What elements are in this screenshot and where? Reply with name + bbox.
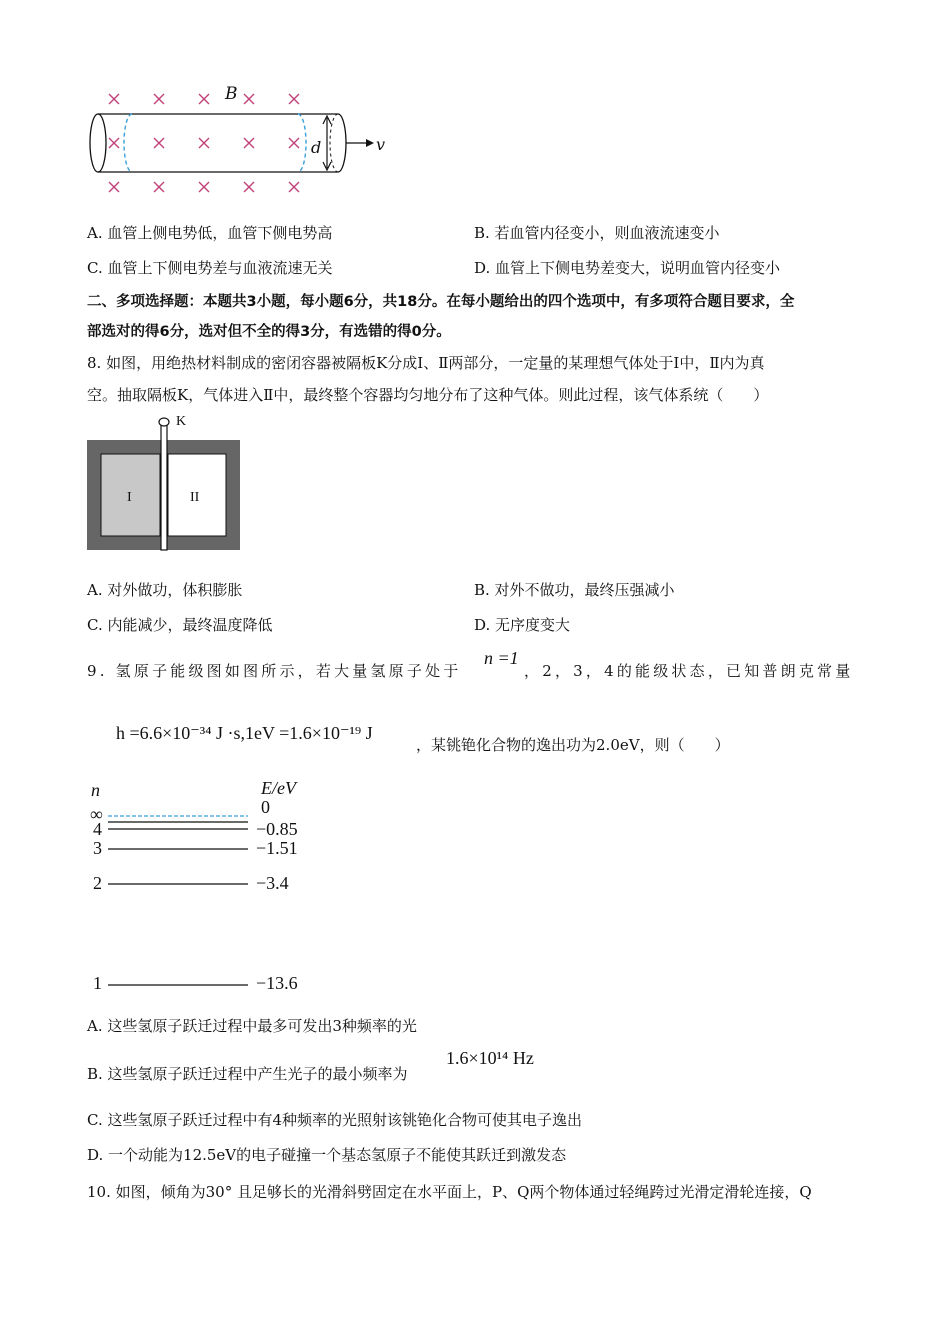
level-n-3: 3 — [93, 838, 102, 858]
field-cross — [289, 138, 299, 148]
q9-option-a: A. 这些氢原子跃迁过程中最多可发出3种频率的光 — [87, 1017, 417, 1035]
energy-level-diagram — [108, 810, 253, 990]
q9-stem-b: ，2，3，4的能级状态，已知普朗克常量 — [524, 662, 854, 680]
cross-section-left — [124, 114, 132, 172]
level-E-inf: 0 — [261, 797, 270, 817]
label-v: v — [376, 135, 386, 154]
q8-option-b: B. 对外不做功，最终压强减小 — [474, 581, 675, 599]
level-n-1: 1 — [93, 973, 102, 993]
q9-n-formula: n =1 — [484, 648, 519, 668]
level-n-2: 2 — [93, 873, 102, 893]
q9-option-b-formula: 1.6×10¹⁴ Hz — [446, 1048, 534, 1068]
q9-option-d: D. 一个动能为12.5eV的电子碰撞一个基态氢原子不能使其跃迁到激发态 — [87, 1146, 567, 1164]
field-cross — [109, 182, 119, 192]
q7-option-b: B. 若血管内径变小，则血液流速变小 — [474, 224, 720, 242]
field-cross — [199, 94, 209, 104]
blood-vessel-figure — [80, 80, 410, 205]
field-cross — [154, 138, 164, 148]
label-II: II — [190, 490, 200, 505]
q7-option-c: C. 血管上下侧电势差与血液流速无关 — [87, 259, 333, 277]
diagram-E-label — [261, 778, 296, 799]
q9-option-c: C. 这些氢原子跃迁过程中有4种频率的光照射该铫铯化合物可使其电子逸出 — [87, 1111, 583, 1129]
vessel-right-end — [338, 114, 346, 172]
q9-stem-c: ，某铫铯化合物的逸出功为2.0eV，则（ ） — [416, 736, 730, 754]
field-cross — [109, 94, 119, 104]
field-cross — [244, 94, 254, 104]
field-cross — [289, 182, 299, 192]
field-cross — [109, 138, 119, 148]
label-I: I — [127, 490, 132, 505]
level-E-1: −13.6 — [256, 973, 298, 993]
magnetic-field-crosses — [109, 94, 299, 192]
field-cross — [199, 182, 209, 192]
field-cross — [154, 182, 164, 192]
q8-option-d: D. 无序度变大 — [474, 616, 571, 634]
q8-option-a: A. 对外做功，体积膨胀 — [87, 581, 243, 599]
level-E-2: −3.4 — [256, 873, 289, 893]
field-cross — [154, 94, 164, 104]
level-E-4: −0.85 — [256, 819, 298, 839]
q9-stem-a: 9. 氢原子能级图如图所示，若大量氢原子处于 — [87, 662, 462, 680]
partition-K — [161, 424, 167, 550]
q9-constants-formula: h =6.6×10⁻³⁴ J ·s,1eV =1.6×10⁻¹⁹ J — [116, 723, 373, 743]
level-E-3: −1.51 — [256, 838, 298, 858]
field-cross — [244, 138, 254, 148]
field-cross — [244, 182, 254, 192]
e-axis-label: E/eV — [261, 778, 296, 798]
section-2-heading-line2: 部选对的得6分，选对但不全的得3分，有选错的得0分。 — [87, 324, 451, 340]
q8-stem-line1: 8. 如图，用绝热材料制成的密闭容器被隔板K分成Ⅰ、Ⅱ两部分，一定量的某理想气体处于Ⅰ中，Ⅱ内为真 — [87, 354, 765, 372]
diagram-n-label: n — [91, 780, 100, 800]
container-figure — [86, 414, 246, 552]
level-n-4: 4 — [93, 819, 102, 839]
cross-section-right — [298, 114, 306, 172]
section-2-heading-line1: 二、多项选择题：本题共3小题，每小题6分，共18分。在每小题给出的四个选项中，有多项符合题目要求，全 — [87, 294, 795, 310]
q8-stem-line2: 空。抽取隔板K，气体进入Ⅱ中，最终整个容器均匀地分布了这种气体。则此过程，该气体系统（ ） — [87, 386, 769, 404]
vessel-left-end — [90, 114, 106, 172]
q7-option-d: D. 血管上下侧电势差变大，说明血管内径变小 — [474, 259, 781, 277]
q9-option-b: B. 这些氢原子跃迁过程中产生光子的最小频率为 — [87, 1065, 408, 1083]
label-d: d — [311, 138, 322, 157]
field-cross — [289, 94, 299, 104]
label-K: K — [176, 414, 187, 429]
partition-handle — [159, 418, 169, 426]
q8-option-c: C. 内能减少，最终温度降低 — [87, 616, 273, 634]
label-B: B — [225, 84, 238, 104]
level-n-inf: ∞ — [90, 804, 103, 824]
q7-option-a: A. 血管上侧电势低，血管下侧电势高 — [87, 224, 333, 242]
q10-stem-line1: 10. 如图，倾角为30° 且足够长的光滑斜劈固定在水平面上，P、Q两个物体通过轻绳跨过光滑定滑轮连接，Q — [87, 1183, 812, 1201]
field-cross — [199, 138, 209, 148]
